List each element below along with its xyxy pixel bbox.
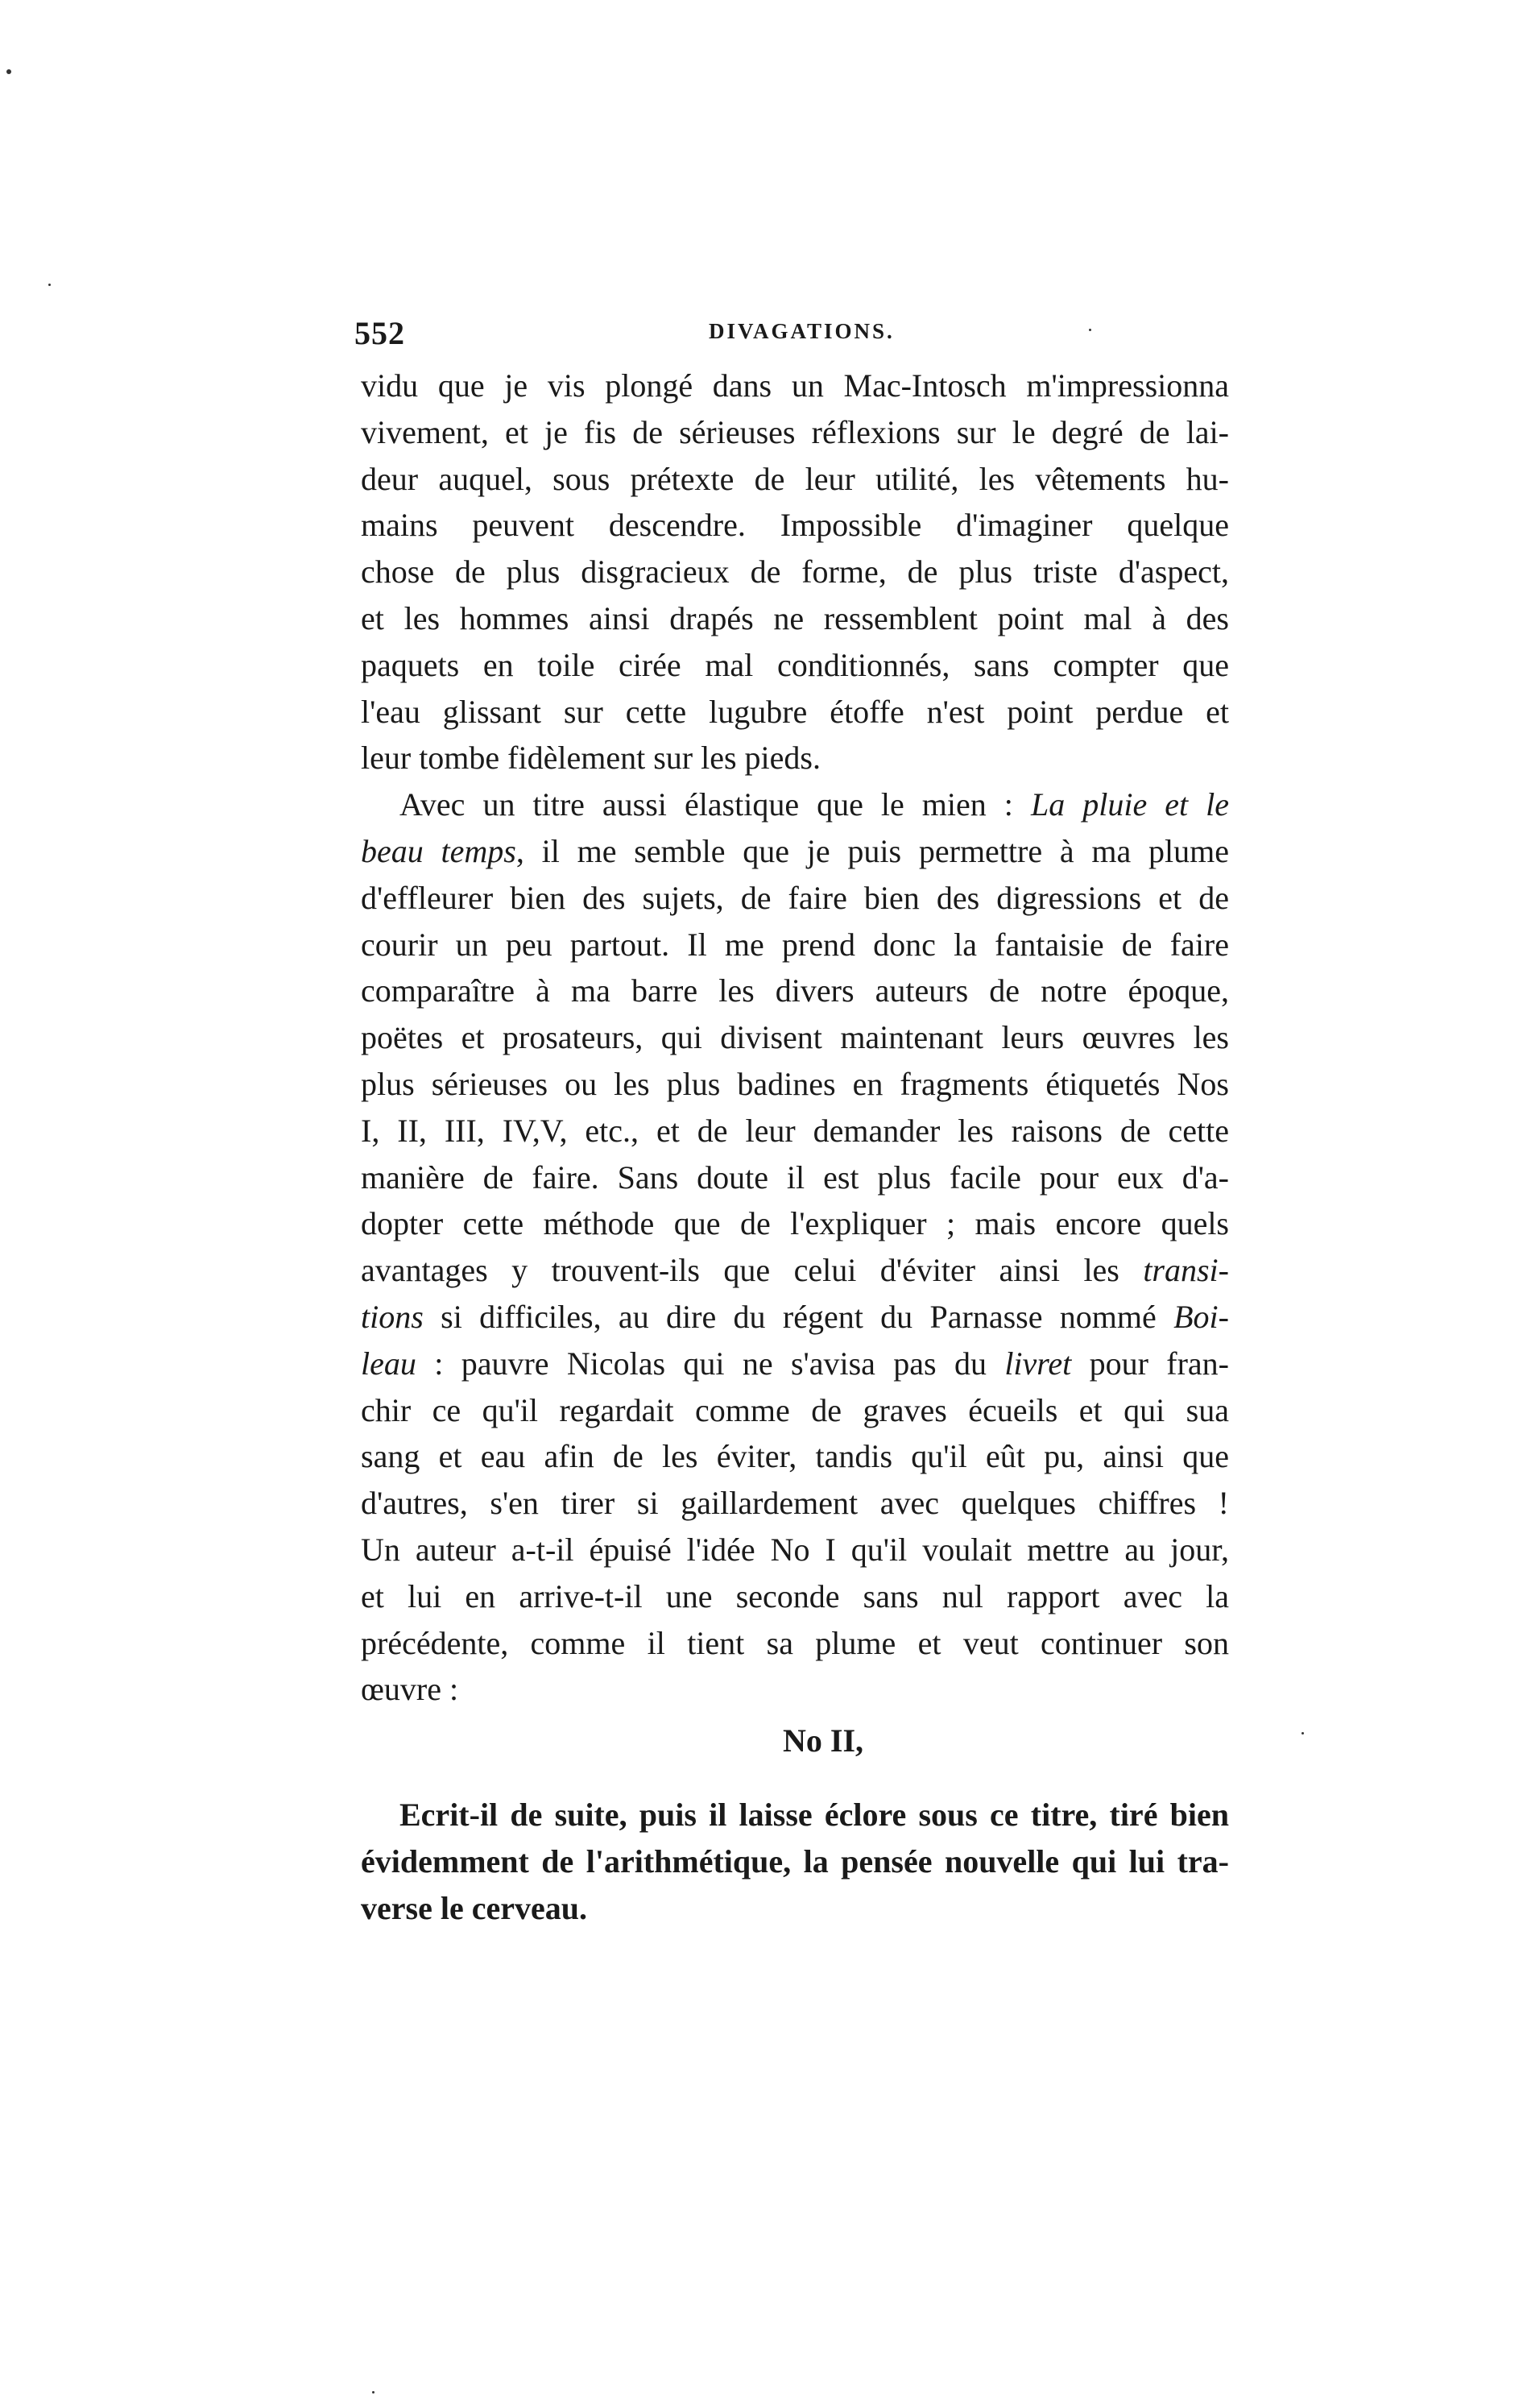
text-line: l'eau glissant sur cette lugubre étoffe n'est point perdue et bbox=[361, 693, 1229, 730]
text-line: vivement, et je fis de sérieuses réflexions sur le degré de lai- bbox=[361, 413, 1229, 450]
text-line: mains peuvent descendre. Impossible d'imaginer quelque bbox=[361, 507, 1229, 544]
text-line: vidu que je vis plongé dans un Mac-Intosch m'impressionna bbox=[361, 367, 1229, 404]
text-line bbox=[361, 828, 1229, 875]
text-line bbox=[361, 1294, 1229, 1341]
text-line bbox=[361, 781, 1229, 828]
body-text bbox=[361, 363, 1229, 1931]
text-run: si difficiles, au dire du régent du Parnasse nommé bbox=[423, 1298, 1174, 1335]
text-line: chose de plus disgracieux de forme, de plus triste d'aspect, bbox=[361, 553, 1229, 591]
text-run: : pauvre Nicolas qui ne s'avisa pas du bbox=[416, 1345, 1005, 1382]
text-line: œuvre : bbox=[361, 1671, 459, 1708]
text-line: comparaître à ma barre les divers auteurs de notre époque, bbox=[361, 972, 1229, 1009]
text-line bbox=[361, 1247, 1229, 1294]
text-line: dopter cette méthode que de l'expliquer ; mais encore quels bbox=[361, 1205, 1229, 1242]
scan-speck bbox=[48, 284, 51, 286]
italic-word: livret bbox=[1004, 1345, 1072, 1382]
text-line: Un auteur a-t-il épuisé l'idée No I qu'il voulait mettre au jour, bbox=[361, 1531, 1229, 1568]
text-line: précédente, comme il tient sa plume et veut continuer son bbox=[361, 1624, 1229, 1661]
page-number: 552 bbox=[354, 315, 405, 351]
text-line: et lui en arrive-t-il une seconde sans nul rapport avec la bbox=[361, 1577, 1229, 1614]
text-line: Ecrit-il de suite, puis il laisse éclore sous ce titre, tiré bien bbox=[399, 1796, 1229, 1833]
scan-speck bbox=[372, 2391, 375, 2393]
italic-word: transi- bbox=[1143, 1252, 1229, 1289]
scan-speck bbox=[1301, 1732, 1304, 1735]
scan-speck bbox=[6, 69, 11, 74]
italic-title: beau temps bbox=[361, 832, 516, 869]
text-run: , il me semble que je puis permettre à ma plume bbox=[515, 832, 1229, 869]
paragraph-2 bbox=[361, 781, 1229, 1713]
italic-word: Boi- bbox=[1173, 1298, 1229, 1335]
text-line: I, II, III, IV,V, etc., et de leur demander les raisons de cette bbox=[361, 1112, 1229, 1149]
text-line: leur tombe fidèlement sur les pieds. bbox=[361, 740, 821, 777]
text-run: avantages y trouvent-ils que celui d'éviter ainsi les bbox=[361, 1252, 1144, 1289]
text-line bbox=[361, 1341, 1229, 1387]
section-heading: No II, bbox=[782, 1722, 864, 1759]
paragraph-1 bbox=[361, 363, 1229, 781]
text-line: deur auquel, sous prétexte de leur utilité, les vêtements hu- bbox=[361, 460, 1229, 497]
italic-word: leau bbox=[361, 1345, 416, 1382]
text-line: d'effleurer bien des sujets, de faire bien des digressions et de bbox=[361, 879, 1229, 916]
text-line: verse le cerveau. bbox=[361, 1889, 587, 1926]
text-line: manière de faire. Sans doute il est plus facile pour eux d'a- bbox=[361, 1158, 1229, 1196]
italic-word: tions bbox=[361, 1298, 424, 1335]
page-header bbox=[354, 314, 1240, 363]
italic-title: La pluie et le bbox=[1030, 786, 1229, 823]
text-line: sang et eau afin de les éviter, tandis qu'il eût pu, ainsi que bbox=[361, 1438, 1229, 1475]
text-line: poëtes et prosateurs, qui divisent maintenant leurs œuvres les bbox=[361, 1019, 1229, 1056]
text-run: pour fran- bbox=[1071, 1345, 1229, 1382]
text-run: Avec un titre aussi élastique que le mien : bbox=[399, 786, 1031, 823]
text-line: chir ce qu'il regardait comme de graves écueils et qui sua bbox=[361, 1391, 1229, 1428]
text-line: plus sérieuses ou les plus badines en fragments étiquetés Nos bbox=[361, 1065, 1229, 1102]
text-line: courir un peu partout. Il me prend donc la fantaisie de faire bbox=[361, 926, 1229, 963]
running-head: DIVAGATIONS. bbox=[709, 319, 895, 343]
paragraph-3 bbox=[361, 1792, 1229, 1931]
text-line: paquets en toile cirée mal conditionnés, sans compter que bbox=[361, 646, 1229, 683]
text-line: d'autres, s'en tirer si gaillardement avec quelques chiffres ! bbox=[361, 1485, 1229, 1522]
text-line: évidemment de l'arithmétique, la pensée nouvelle qui lui tra- bbox=[361, 1842, 1229, 1880]
text-line: et les hommes ainsi drapés ne ressemblent point mal à des bbox=[361, 599, 1229, 636]
